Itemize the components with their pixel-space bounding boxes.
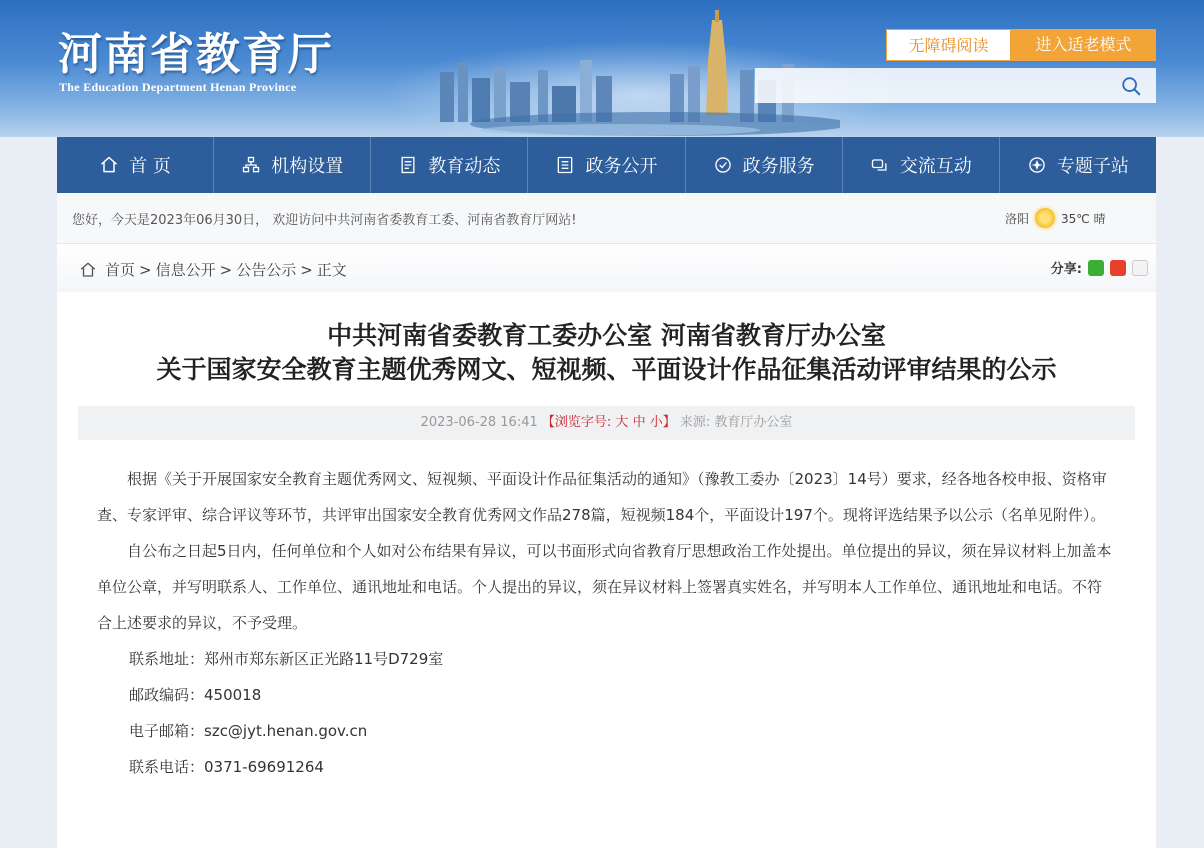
breadcrumb-announcements[interactable]: 公告公示 [236,261,297,279]
font-size-large-link[interactable]: 大 [615,415,629,430]
weather-city: 洛阳 [1005,211,1030,226]
nav-item-label: 首 页 [129,156,171,177]
site-logo-subtitle: The Education Department Henan Province [59,80,297,94]
breadcrumb [79,259,347,280]
font-size-medium-link[interactable]: 中 [632,415,646,430]
nav-item-topics[interactable] [1000,137,1156,193]
topic-icon [1027,155,1047,175]
accessibility-reading-button[interactable]: 无障碍阅读 [886,29,1011,61]
article-source: 来源: 教育厅办公室 [679,415,793,430]
welcome-message: 您好，今天是2023年06月30日， 欢迎访问中共河南省委教育工委、河南省教育厅网站! [72,213,577,228]
breadcrumb-separator: > [139,260,152,279]
interaction-icon [870,155,890,175]
qq-icon[interactable] [1132,260,1148,276]
search-icon[interactable] [1120,75,1142,97]
site-header [0,0,1204,137]
article-paragraph: 根据《关于开展国家安全教育主题优秀网文、短视频、平面设计作品征集活动的通知》（豫教工委办〔2023〕14号）要求，经各地各校申报、资格审查、专家评审、综合评议等环节，共评审出国家安全教育优秀网文作品278篇，短视频184个，平面设计197个。现将评选结果予以公示（名单见附件）。 [97,470,1107,524]
article-title-line-1: 中共河南省委教育工委办公室 河南省教育厅办公室 [327,321,886,350]
article-container [57,244,1156,848]
font-size-small-link[interactable]: 小】 [649,415,676,430]
service-icon [713,155,733,175]
article-date: 2023-06-28 16:41 [420,415,538,430]
article-meta [78,406,1135,440]
weather-widget [1005,208,1106,228]
nav-item-interaction[interactable] [843,137,1000,193]
search-input[interactable] [755,68,1115,103]
news-icon [398,155,418,175]
elder-mode-button[interactable]: 进入适老模式 [1011,29,1156,61]
breadcrumb-bar [57,244,1156,292]
article-paragraph: 自公布之日起5日内，任何单位和个人如对公布结果有异议，可以书面形式向省教育厅思想政治工作处提出。单位提出的异议，须在异议材料上加盖本单位公章，并写明联系人、工作单位、通讯地址和电话。个人提出的异议，须在异议材料上签署真实姓名，并写明本人工作单位、通讯地址和电话。不符合上述要求的异议，不予受理。 [97,542,1112,632]
breadcrumb-separator: > [219,260,233,279]
search-box [755,68,1156,103]
share-label: 分享: [1050,262,1082,277]
main-nav [57,137,1156,193]
share-bar [1051,258,1148,277]
welcome-bar [57,193,1156,244]
font-size-label: 【浏览字号: [541,415,612,430]
nav-item-government-services[interactable] [686,137,843,193]
org-chart-icon [241,155,261,175]
article-title [57,319,1156,387]
nav-item-label: 教育动态 [428,156,501,177]
sun-icon [1035,208,1055,228]
breadcrumb-home[interactable]: 首页 [105,261,136,279]
nav-item-organization[interactable] [214,137,371,193]
nav-item-news[interactable] [371,137,528,193]
contact-postcode: 邮政编码：450018 [129,686,262,704]
nav-item-label: 政务公开 [585,156,658,177]
home-icon [79,261,97,279]
site-logo-title[interactable]: 河南省教育厅 [58,29,334,80]
document-icon [555,155,575,175]
breadcrumb-current: 正文 [316,261,347,279]
nav-item-home[interactable] [57,137,214,193]
nav-item-label: 政务服务 [742,156,815,177]
nav-item-label: 交流互动 [899,156,972,177]
nav-item-label: 专题子站 [1056,156,1129,177]
breadcrumb-info-disclosure[interactable]: 信息公开 [155,261,216,279]
wechat-icon[interactable] [1088,260,1104,276]
weibo-icon[interactable] [1110,260,1126,276]
nav-item-label: 机构设置 [271,156,344,177]
nav-item-government-affairs[interactable] [528,137,685,193]
contact-email: 电子邮箱：szc@jyt.henan.gov.cn [129,722,368,740]
home-icon [99,155,119,175]
article-body [97,461,1115,785]
breadcrumb-separator: > [300,260,313,279]
weather-temperature: 35℃ 晴 [1061,211,1106,226]
contact-phone: 联系电话：0371-69691264 [129,758,324,776]
article-title-line-2: 关于国家安全教育主题优秀网文、短视频、平面设计作品征集活动评审结果的公示 [156,355,1057,384]
contact-address: 联系地址：郑州市郑东新区正光路11号D729室 [129,650,444,668]
